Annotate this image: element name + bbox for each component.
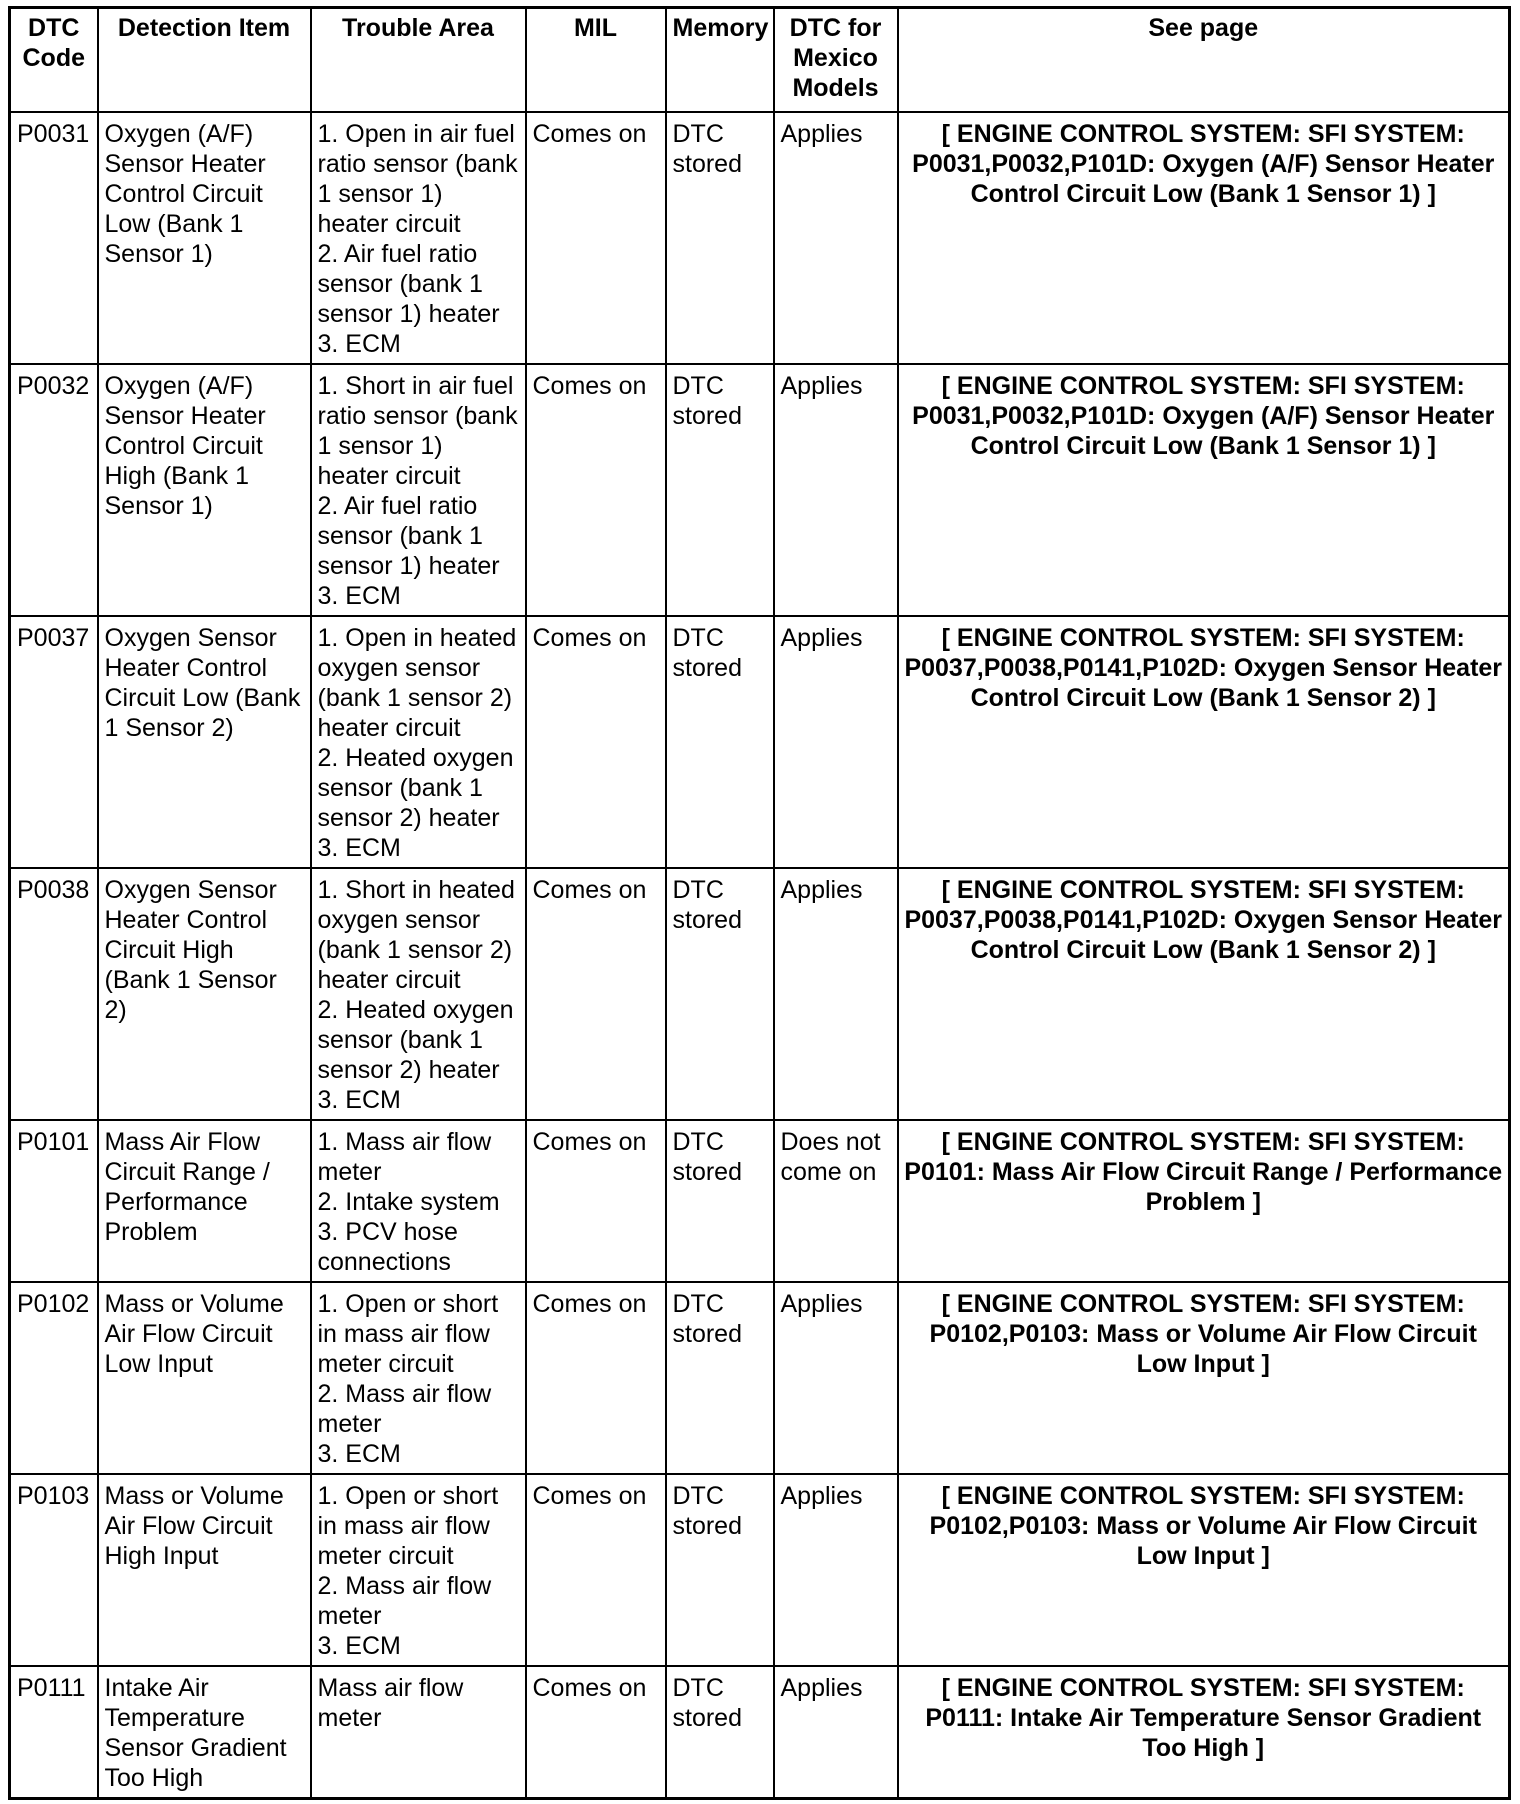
detection-item: Oxygen Sensor Heater Control Circuit High (Bank 1 Sensor 2) bbox=[98, 868, 311, 1120]
mil-status: Comes on bbox=[526, 868, 666, 1120]
mexico-models: Applies bbox=[774, 868, 898, 1120]
see-page-link[interactable]: [ ENGINE CONTROL SYSTEM: SFI SYSTEM: P0037,P0038,P0141,P102D: Oxygen Sensor Heater Control Circuit Low (Bank 1 Sensor 2) ] bbox=[898, 868, 1510, 1120]
mexico-models: Applies bbox=[774, 1282, 898, 1474]
mil-status: Comes on bbox=[526, 1474, 666, 1666]
see-page-link[interactable]: [ ENGINE CONTROL SYSTEM: SFI SYSTEM: P0102,P0103: Mass or Volume Air Flow Circuit Low Input ] bbox=[898, 1474, 1510, 1666]
table-row bbox=[10, 1666, 1510, 1799]
memory-status: DTC stored bbox=[666, 1120, 774, 1282]
trouble-area: 1. Open or short in mass air flow meter circuit 2. Mass air flow meter 3. ECM bbox=[311, 1474, 526, 1666]
header-mil: MIL bbox=[526, 8, 666, 113]
mil-status: Comes on bbox=[526, 364, 666, 616]
dtc-code: P0032 bbox=[10, 364, 98, 616]
trouble-area: 1. Short in heated oxygen sensor (bank 1 sensor 2) heater circuit 2. Heated oxygen sensor (bank 1 sensor 2) heater 3. ECM bbox=[311, 868, 526, 1120]
trouble-area: Mass air flow meter bbox=[311, 1666, 526, 1799]
memory-status: DTC stored bbox=[666, 868, 774, 1120]
header-dtc-code: DTC Code bbox=[10, 8, 98, 113]
memory-status: DTC stored bbox=[666, 616, 774, 868]
header-trouble-area: Trouble Area bbox=[311, 8, 526, 113]
table-row bbox=[10, 112, 1510, 364]
dtc-code: P0103 bbox=[10, 1474, 98, 1666]
see-page-link[interactable]: [ ENGINE CONTROL SYSTEM: SFI SYSTEM: P0111: Intake Air Temperature Sensor Gradient Too High ] bbox=[898, 1666, 1510, 1799]
memory-status: DTC stored bbox=[666, 364, 774, 616]
mil-status: Comes on bbox=[526, 1666, 666, 1799]
memory-status: DTC stored bbox=[666, 112, 774, 364]
dtc-code: P0102 bbox=[10, 1282, 98, 1474]
detection-item: Mass or Volume Air Flow Circuit High Input bbox=[98, 1474, 311, 1666]
table-row bbox=[10, 1474, 1510, 1666]
dtc-code: P0101 bbox=[10, 1120, 98, 1282]
memory-status: DTC stored bbox=[666, 1666, 774, 1799]
mexico-models: Applies bbox=[774, 1474, 898, 1666]
header-dtc-for-mexico-models: DTC for Mexico Models bbox=[774, 8, 898, 113]
table-row bbox=[10, 868, 1510, 1120]
dtc-table bbox=[8, 6, 1511, 1800]
mil-status: Comes on bbox=[526, 616, 666, 868]
detection-item: Oxygen (A/F) Sensor Heater Control Circuit High (Bank 1 Sensor 1) bbox=[98, 364, 311, 616]
see-page-link[interactable]: [ ENGINE CONTROL SYSTEM: SFI SYSTEM: P0037,P0038,P0141,P102D: Oxygen Sensor Heater Control Circuit Low (Bank 1 Sensor 2) ] bbox=[898, 616, 1510, 868]
mil-status: Comes on bbox=[526, 112, 666, 364]
dtc-code: P0038 bbox=[10, 868, 98, 1120]
trouble-area: 1. Short in air fuel ratio sensor (bank 1 sensor 1) heater circuit 2. Air fuel ratio sensor (bank 1 sensor 1) heater 3. ECM bbox=[311, 364, 526, 616]
mexico-models: Applies bbox=[774, 616, 898, 868]
see-page-link[interactable]: [ ENGINE CONTROL SYSTEM: SFI SYSTEM: P0031,P0032,P101D: Oxygen (A/F) Sensor Heater Control Circuit Low (Bank 1 Sensor 1) ] bbox=[898, 364, 1510, 616]
table-row bbox=[10, 1282, 1510, 1474]
detection-item: Intake Air Temperature Sensor Gradient Too High bbox=[98, 1666, 311, 1799]
table-row bbox=[10, 616, 1510, 868]
trouble-area: 1. Open in heated oxygen sensor (bank 1 sensor 2) heater circuit 2. Heated oxygen sensor (bank 1 sensor 2) heater 3. ECM bbox=[311, 616, 526, 868]
mexico-models: Applies bbox=[774, 112, 898, 364]
see-page-link[interactable]: [ ENGINE CONTROL SYSTEM: SFI SYSTEM: P0102,P0103: Mass or Volume Air Flow Circuit Low Input ] bbox=[898, 1282, 1510, 1474]
mexico-models: Does not come on bbox=[774, 1120, 898, 1282]
header-see-page: See page bbox=[898, 8, 1510, 113]
detection-item: Mass or Volume Air Flow Circuit Low Input bbox=[98, 1282, 311, 1474]
header-detection-item: Detection Item bbox=[98, 8, 311, 113]
detection-item: Mass Air Flow Circuit Range / Performance Problem bbox=[98, 1120, 311, 1282]
see-page-link[interactable]: [ ENGINE CONTROL SYSTEM: SFI SYSTEM: P0031,P0032,P101D: Oxygen (A/F) Sensor Heater Control Circuit Low (Bank 1 Sensor 1) ] bbox=[898, 112, 1510, 364]
dtc-code: P0031 bbox=[10, 112, 98, 364]
memory-status: DTC stored bbox=[666, 1474, 774, 1666]
mexico-models: Applies bbox=[774, 364, 898, 616]
dtc-code: P0111 bbox=[10, 1666, 98, 1799]
memory-status: DTC stored bbox=[666, 1282, 774, 1474]
mexico-models: Applies bbox=[774, 1666, 898, 1799]
table-row bbox=[10, 1120, 1510, 1282]
trouble-area: 1. Mass air flow meter 2. Intake system 3. PCV hose connections bbox=[311, 1120, 526, 1282]
see-page-link[interactable]: [ ENGINE CONTROL SYSTEM: SFI SYSTEM: P0101: Mass Air Flow Circuit Range / Performance Problem ] bbox=[898, 1120, 1510, 1282]
table-row bbox=[10, 364, 1510, 616]
detection-item: Oxygen (A/F) Sensor Heater Control Circuit Low (Bank 1 Sensor 1) bbox=[98, 112, 311, 364]
header-memory: Memory bbox=[666, 8, 774, 113]
dtc-code: P0037 bbox=[10, 616, 98, 868]
trouble-area: 1. Open in air fuel ratio sensor (bank 1 sensor 1) heater circuit 2. Air fuel ratio sensor (bank 1 sensor 1) heater 3. ECM bbox=[311, 112, 526, 364]
header-row bbox=[10, 8, 1510, 113]
mil-status: Comes on bbox=[526, 1120, 666, 1282]
trouble-area: 1. Open or short in mass air flow meter circuit 2. Mass air flow meter 3. ECM bbox=[311, 1282, 526, 1474]
detection-item: Oxygen Sensor Heater Control Circuit Low (Bank 1 Sensor 2) bbox=[98, 616, 311, 868]
mil-status: Comes on bbox=[526, 1282, 666, 1474]
